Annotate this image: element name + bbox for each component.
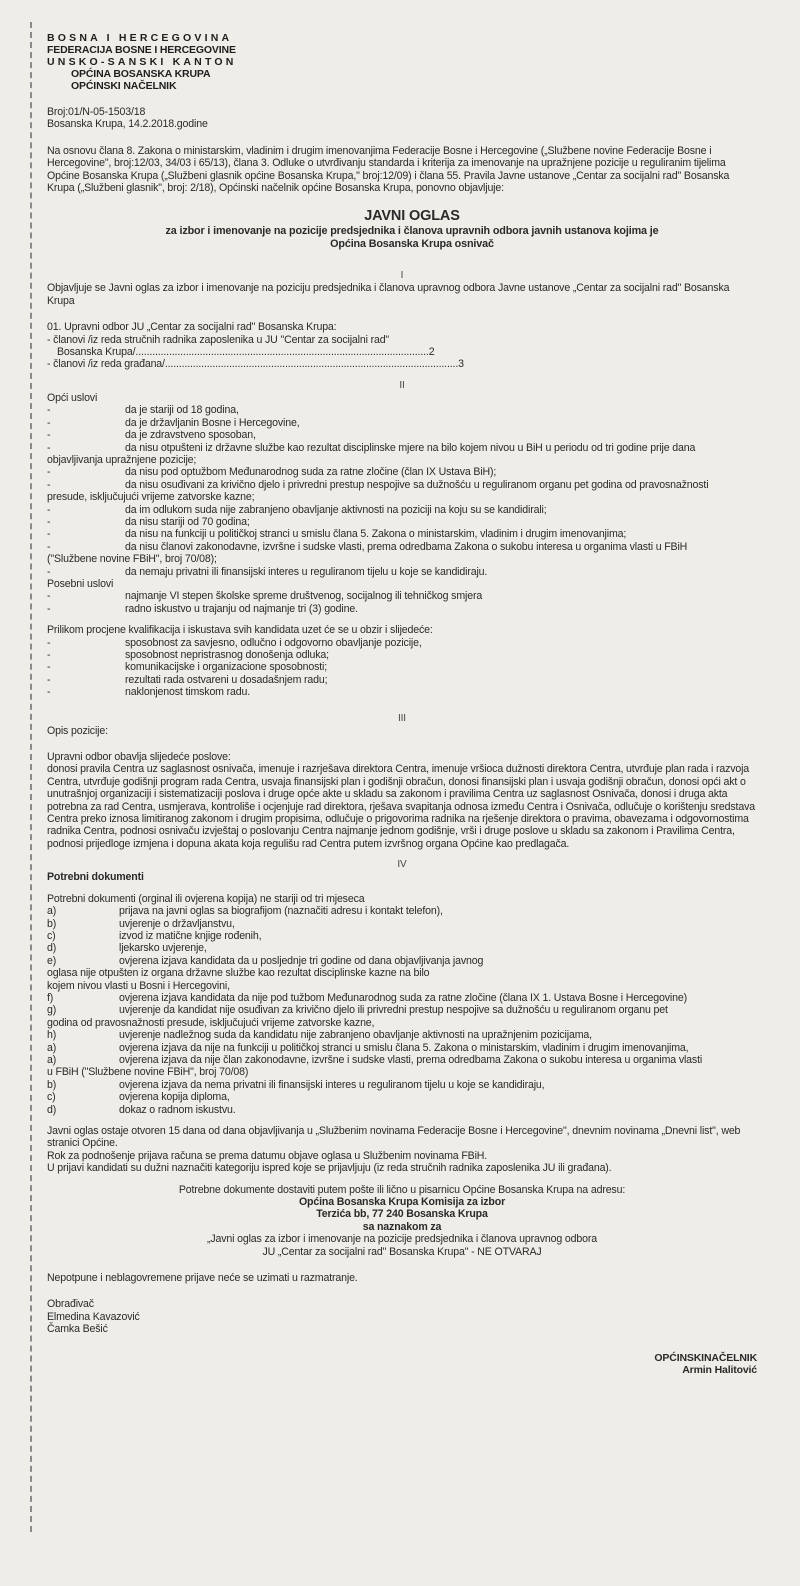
open-period-text: Javni oglas ostaje otvoren 15 dana od dana objavljivanja u „Službenim novinama Federacije Bosne i Hercegovine", dnevnim novinama „Dnevni list", web stranici Općine.: [47, 1125, 741, 1150]
general-condition-item: [47, 404, 757, 416]
board-members-staff: - članovi /iz reda stručnih radnika zaposlenika u JU "Centar za socijalni rad": [47, 333, 390, 346]
general-condition-text: da nisu osuđivani za krivično djelo i privredni prestup nespojive sa dužnošću u reguliranom organu pet godina od pravosnažnosti: [125, 478, 709, 491]
document-marker: c): [47, 1091, 56, 1104]
position-description-heading: Opis pozicije:: [47, 724, 108, 737]
evaluation-criterion-text: naklonjenost timskom radu.: [125, 686, 251, 699]
letterhead-canton: UNSKO-SANSKI KANTON: [47, 56, 237, 68]
evaluation-criteria-list: [47, 637, 757, 699]
document-title: JAVNI OGLAS: [364, 208, 460, 225]
general-condition-text: da nisu stariji od 70 godina;: [125, 515, 250, 528]
general-condition-text: da je državljanin Bosne i Hercegovine,: [125, 416, 300, 429]
document-item: [47, 1054, 757, 1066]
letterhead: [47, 32, 757, 92]
document-text: izvod iz matične knjige rođenih,: [119, 929, 262, 942]
address-line-5: JU „Centar za socijalni rad" Bosanska Krupa" - NE OTVARAJ: [262, 1245, 542, 1258]
evaluation-criterion-marker: -: [47, 673, 51, 686]
letterhead-mayor-office: OPĆINSKI NAČELNIK: [71, 80, 177, 92]
document-marker: f): [47, 991, 54, 1004]
evaluation-criterion-item: [47, 649, 757, 661]
signature-title: OPĆINSKINAČELNIK: [654, 1351, 757, 1364]
documents-intro: Potrebni dokumenti (orginal ili ovjerena kopija) ne stariji od tri mjeseca: [47, 892, 365, 905]
evaluation-criterion-marker: -: [47, 636, 51, 649]
announcement-body: [47, 32, 757, 1376]
signature-block: [654, 1352, 757, 1376]
document-item: [47, 992, 757, 1004]
document-marker: a): [47, 1053, 57, 1066]
document-subtitle-1: za izbor i imenovanje na pozicije predsjednika i članova upravnih odbora javnih ustanova kojima je: [165, 225, 659, 238]
address-line-3: sa naznakom za: [362, 1220, 442, 1233]
document-continuation: oglasa nije otpušten iz organa državne službe kao rezultat disciplinske kazne na bilo: [47, 967, 430, 980]
general-condition-marker: -: [47, 466, 51, 479]
document-item: [47, 942, 757, 954]
document-marker: d): [47, 942, 57, 955]
address-line-4: „Javni oglas za izbor i imenovanje na pozicije predsjednika i članova upravnog odbora: [206, 1233, 598, 1246]
special-conditions-heading: Posebni uslovi: [47, 577, 114, 590]
general-condition-marker: -: [47, 429, 51, 442]
evaluation-criterion-marker: -: [47, 686, 51, 699]
document-text: uvjerenje o državljanstvu,: [119, 917, 235, 930]
documents-list: [47, 905, 757, 1116]
document-item: [47, 1004, 757, 1016]
reference-number: Broj:01/N-05-1503/18: [47, 106, 146, 118]
document-text: ovjerena izjava kandidata da u posljednje tri godine od dana objavljivanja javnog: [119, 954, 484, 967]
document-text: ljekarsko uvjerenje,: [119, 942, 207, 955]
section-1-numeral: I: [400, 270, 404, 282]
section-2-numeral: II: [399, 379, 405, 391]
general-conditions-heading: Opći uslovi: [47, 391, 98, 404]
general-condition-text: da nisu pod optužbom Međunarodnog suda za ratne zločine (član IX Ustava BiH);: [125, 466, 497, 479]
evaluation-criterion-item: [47, 674, 757, 686]
duties-text: donosi pravila Centra uz saglasnost osnivača, imenuje i razrješava direktora Centra, imenuje vršioca dužnosti direktora Centra, utvrđuje plan rada i razvoja Centra, utvrđuje godišnji program rada Centra, usvaja finansijski plan i godišnji obračun, donosi finansijski plan i usvaja godišnji obračun, donosi opći akt o unutrašnjoj organizaciji i sistematizaciji poslova i druge opće akte u skladu sa zakonom i pravilima Centra uz saglasnost Osnivača, donosi i druga akta potrebna za rad Centra, usmjerava, kontroliše i ocjenjuje rad direktora, rješava svapitanja odnosa između Centra i Osnivača, odlučuje o korištenju sredstava Centra preko iznosa limitiranog zakonom i drugim propisima, odlučuje o prigovorima radnika na rješenje direktora o pravima, obavezama i odgovornostima radnika Centra, podnosi osnivaču izvještaj o poslovanju Centra najmanje jednom godišnje, vrši i druge poslove u skladu sa zakonom i Pravilima Centra, podnosi prijedloge izmjena i dopuna akata koja regulišu rad Centra putem izvršnog organa Općine kao predlagača.: [47, 763, 755, 850]
board-heading: 01. Upravni odbor JU „Centar za socijalni rad" Bosanska Krupa:: [47, 321, 337, 334]
evaluation-criterion-item: [47, 661, 757, 673]
deadline-text: Rok za podnošenje prijava računa se prema datumu objave oglasa u Službenim novinama FBiH.: [47, 1149, 488, 1162]
section-3-numeral: III: [398, 712, 406, 724]
evaluation-heading: Prilikom procjene kvalifikacija i iskustava svih kandidata uzet će se u obzir i slijedeće:: [47, 624, 433, 637]
general-condition-item: [47, 541, 757, 553]
special-conditions-list: [47, 590, 757, 615]
intro-paragraph: Na osnovu člana 8. Zakona o ministarskim, vladinim i drugim imenovanjima Federacije Bosne i Hercegovine („Službene novine Federacije Bosne i Hercegovine", broj:12/03, 34/03 i 65/13), člana 3. Odluke o utvrđivanju standarda i kriterija za imenovanje na upražnjene pozicije u reguliranim tijelima Općine Bosanska Krupa („Službeni glasnik općine Bosanska Krupa," broj:12/09) i člana 55. Pravila Javne ustanove „Centar za socijalni rad" Bosanska Krupa („Službeni glasnik", broj: 2/18), Općinski načelnik općine Bosanska Krupa, ponovno objavljuje:: [47, 144, 730, 195]
general-condition-continuation: presude, isključujući vrijeme zatvorske kazne;: [47, 491, 255, 504]
general-condition-text: da nemaju privatni ili finansijski interes u reguliranom tijelu u koje se kandidiraju.: [125, 565, 488, 578]
general-condition-marker: -: [47, 404, 51, 417]
incomplete-applications-note: Nepotpune i neblagovremene prijave neće se uzimati u razmatranje.: [47, 1272, 358, 1285]
document-text: uvjerenje da kandidat nije osuđivan za krivično djelo ili privredni prestup nespojive sa dužnošću u reguliranom organu pet: [119, 1004, 668, 1017]
document-continuation: u FBiH ("Službene novine FBiH", broj 70/08): [47, 1066, 249, 1079]
dashed-left-border: [30, 22, 33, 1532]
section-4-numeral: IV: [397, 859, 407, 871]
general-condition-marker: -: [47, 478, 51, 491]
document-text: ovjerena izjava da nije na funkciji u političkoj stranci u smislu člana 5. Zakona o ministarskim, vladinim i drugim imenovanjima,: [119, 1041, 689, 1054]
evaluation-criterion-text: sposobnost za savjesno, odlučno i odgovorno obavljanje pozicije,: [125, 636, 422, 649]
general-condition-item: [47, 504, 757, 516]
document-marker: h): [47, 1029, 57, 1042]
general-condition-item: [47, 417, 757, 429]
evaluation-criterion-item: [47, 637, 757, 649]
general-condition-marker: -: [47, 515, 51, 528]
general-condition-continuation: ("Službene novine FBiH", broj 70/08);: [47, 553, 217, 566]
general-condition-item: [47, 566, 757, 578]
general-condition-marker: -: [47, 503, 51, 516]
document-subtitle-2: Općina Bosanska Krupa osnivač: [330, 237, 494, 250]
document-item: [47, 1079, 757, 1091]
board-members-citizens: - članovi /iz reda građana/.........................................................................................................3: [47, 358, 464, 371]
evaluation-criterion-text: rezultati rada ostvareni u dosadašnjem radu;: [125, 673, 328, 686]
general-condition-marker: -: [47, 441, 51, 454]
general-condition-marker: -: [47, 565, 51, 578]
category-text: U prijavi kandidati su dužni naznačiti kategoriju ispred koje se prijavljuju (iz reda stručnih radnika zaposlenika JU ili građana).: [47, 1162, 612, 1175]
address-line-1: Općina Bosanska Krupa Komisija za izbor: [298, 1196, 506, 1209]
address-line-2: Terzića bb, 77 240 Bosanska Krupa: [316, 1208, 488, 1221]
document-marker: b): [47, 1078, 57, 1091]
document-item: [47, 930, 757, 942]
document-continuation: godina od pravosnažnosti presude, isključujući vrijeme zatvorske kazne,: [47, 1016, 375, 1029]
document-item: [47, 1104, 757, 1116]
document-marker: c): [47, 929, 56, 942]
document-text: prijava na javni oglas sa biografijom (naznačiti adresu i kontakt telefon),: [119, 905, 443, 918]
preparer-1: Elmedina Kavazović: [47, 1310, 140, 1323]
document-marker: e): [47, 954, 57, 967]
general-condition-text: da nisu otpušteni iz državne službe kao rezultat disciplinske mjere na bilo kojem nivou u BiH u periodu od tri godine prije dana: [125, 441, 696, 454]
general-condition-marker: -: [47, 540, 51, 553]
letterhead-country: BOSNA I HERCEGOVINA: [47, 32, 233, 44]
document-marker: g): [47, 1004, 57, 1017]
preparer-2: Čamka Bešić: [47, 1323, 108, 1336]
general-condition-text: da im odlukom suda nije zabranjeno obavljanje aktivnosti na poziciji na koju su se kandidirali;: [125, 503, 547, 516]
general-conditions-list: [47, 404, 757, 578]
document-item: [47, 955, 757, 967]
general-condition-continuation: objavljivanja upražnjene pozicije;: [47, 453, 197, 466]
special-condition-text: najmanje VI stepen školske spreme društvenog, socijalnog ili tehničkog smjera: [125, 590, 483, 603]
general-condition-item: [47, 479, 757, 491]
document-marker: b): [47, 917, 57, 930]
general-condition-text: da nisu na funkciji u političkoj stranci u smislu člana 5. Zakona o ministarskim, vladinim i drugim imenovanjima;: [125, 528, 627, 541]
evaluation-criterion-text: sposobnost nepristrasnog donošenja odluka;: [125, 649, 329, 661]
general-condition-marker: -: [47, 416, 51, 429]
signature-name: Armin Halitović: [682, 1363, 757, 1376]
special-condition-item: [47, 603, 757, 615]
document-marker: a): [47, 1041, 57, 1054]
special-condition-text: radno iskustvo u trajanju od najmanje tri (3) godine.: [125, 602, 358, 615]
document-item: [47, 1042, 757, 1054]
general-condition-item: [47, 516, 757, 528]
evaluation-criterion-item: [47, 686, 757, 698]
general-condition-text: da nisu članovi zakonodavne, izvršne i sudske vlasti, prema odredbama Zakona o sukobu interesa u organima vlasti u FBiH: [125, 540, 688, 553]
general-condition-item: [47, 528, 757, 540]
general-condition-item: [47, 466, 757, 478]
evaluation-criterion-text: komunikacijske i organizacione sposobnosti;: [125, 661, 328, 674]
required-documents-heading: Potrebni dokumenti: [47, 871, 144, 884]
general-condition-marker: -: [47, 528, 51, 541]
document-text: ovjerena izjava da nema privatni ili finansijski interes u reguliranom tijelu u koje se kandidiraju,: [119, 1078, 545, 1091]
prepared-by-heading: Obrađivač: [47, 1298, 94, 1311]
special-condition-item: [47, 590, 757, 602]
evaluation-criterion-marker: -: [47, 649, 51, 661]
document-text: uvjerenje nadležnog suda da kandidatu nije zabranjeno obavljanje aktivnosti na upražnjenim pozicijama,: [119, 1029, 592, 1042]
document-item: [47, 918, 757, 930]
address-intro: Potrebne dokumente dostaviti putem pošte ili lično u pisarnicu Općine Bosanska Krupa na adresu:: [178, 1183, 626, 1196]
document-text: dokaz o radnom iskustvu.: [119, 1103, 236, 1116]
general-condition-text: da je zdravstveno sposoban,: [125, 429, 256, 442]
document-item: [47, 905, 757, 917]
document-item: [47, 1029, 757, 1041]
special-condition-marker: -: [47, 590, 51, 603]
evaluation-criterion-marker: -: [47, 661, 51, 674]
document-text: ovjerena kopija diploma,: [119, 1091, 230, 1104]
letterhead-federation: FEDERACIJA BOSNE I HERCEGOVINE: [47, 44, 236, 56]
general-condition-item: [47, 429, 757, 441]
general-condition-text: da je stariji od 18 godina,: [125, 404, 239, 417]
document-marker: d): [47, 1103, 57, 1116]
document-text: ovjerena izjava kandidata da nije pod tužbom Međunarodnog suda za ratne zločine (člana IX 1. Ustava Bosne i Hercegovine): [119, 991, 687, 1004]
section-1-text: Objavljuje se Javni oglas za izbor i imenovanje na poziciju predsjednika i članova upravnog odbora Javne ustanove „Centar za socijalni rad" Bosanska Krupa: [47, 282, 730, 307]
place-date: Bosanska Krupa, 14.2.2018.godine: [47, 118, 208, 131]
special-condition-marker: -: [47, 602, 51, 615]
document-continuation: kojem nivou vlasti u Bosni i Hercegovini,: [47, 979, 230, 992]
letterhead-municipality: OPĆINA BOSANSKA KRUPA: [71, 68, 211, 80]
board-members-staff-count: Bosanska Krupa/.........................................................................................................2: [57, 346, 435, 359]
document-text: ovjerena izjava da nije član zakonodavne, izvršne i sudske vlasti, prema odredbama Zakona o sukobu interesa u organima vlasti: [119, 1053, 703, 1066]
duties-heading: Upravni odbor obavlja slijedeće poslove:: [47, 751, 231, 764]
document-item: [47, 1091, 757, 1103]
document-marker: a): [47, 905, 57, 918]
general-condition-item: [47, 442, 757, 454]
